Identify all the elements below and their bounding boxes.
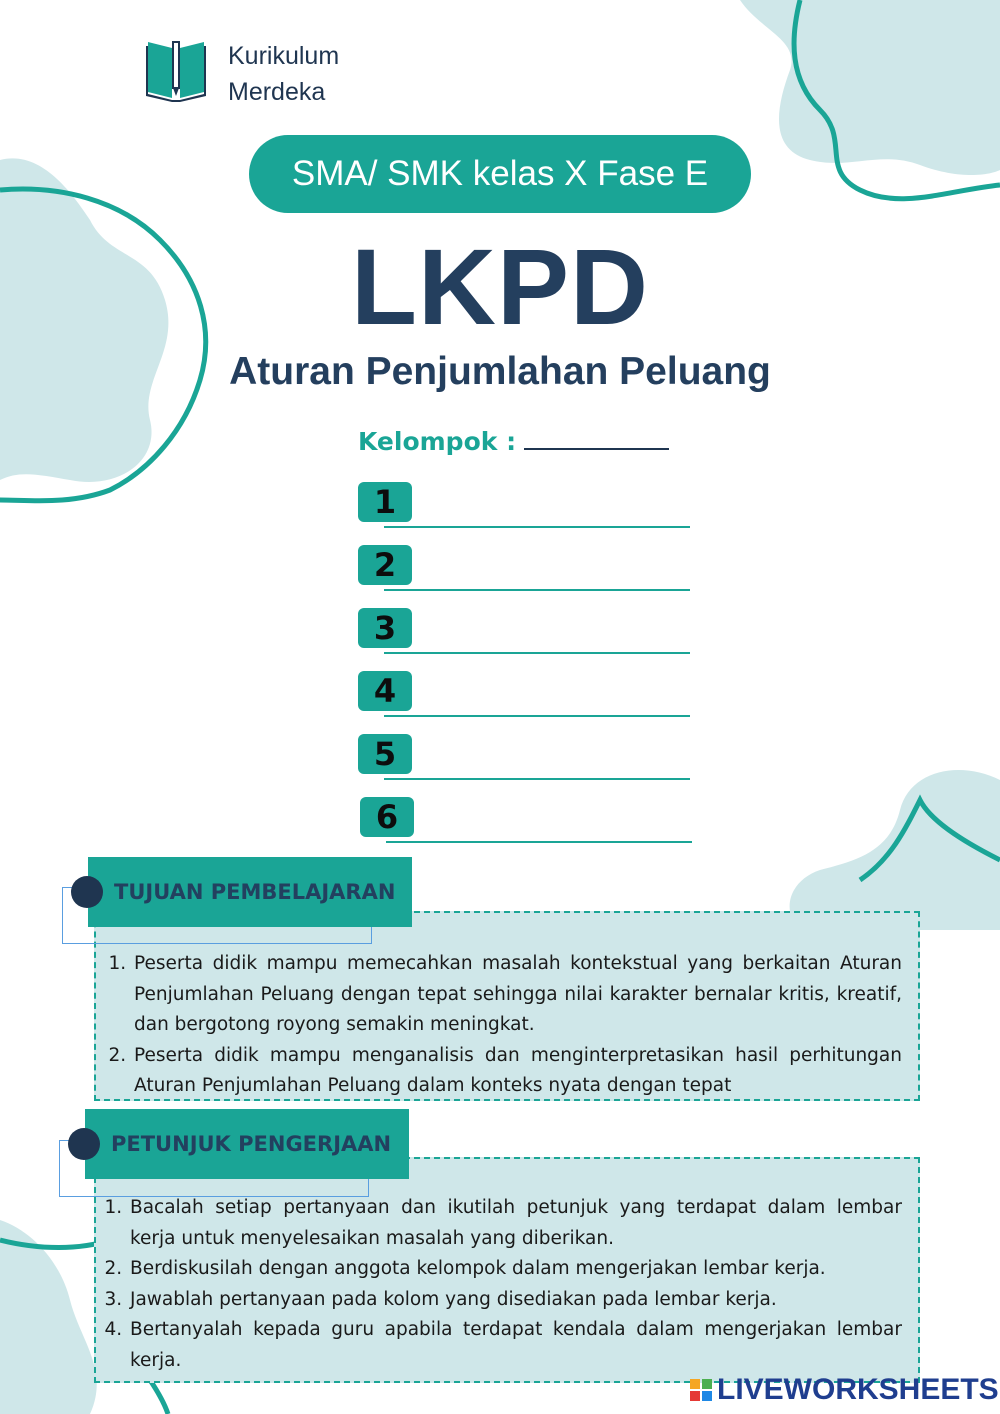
instruction-item: 4. Bertanyalah kepada guru apabila terdapat kendala dalam mengerjakan lembar kerja. (128, 1315, 902, 1376)
member-row (360, 797, 692, 845)
member-number: 2 (358, 545, 412, 585)
page-subtitle: Aturan Penjumlahan Peluang (229, 350, 771, 393)
instruction-item: 3. Jawablah pertanyaan pada kolom yang disediakan pada lembar kerja. (128, 1285, 902, 1316)
book-pencil-icon (146, 38, 206, 102)
instructions-bullet-icon (68, 1128, 100, 1160)
member-name-input[interactable] (384, 652, 690, 654)
member-number: 4 (358, 671, 412, 711)
member-row (358, 482, 690, 530)
liveworksheets-watermark[interactable] (690, 1373, 999, 1407)
member-row (358, 734, 690, 782)
watermark-text: LIVEWORKSHEETS (717, 1373, 999, 1406)
member-row (358, 671, 690, 719)
blob-bottom-right (790, 770, 1000, 930)
member-row (358, 545, 690, 593)
blob-top-right (740, 0, 1000, 175)
objective-item: 1. Peserta didik mampu memecahkan masalah kontekstual yang berkaitan Aturan Penjumlahan Peluang dengan tepat sehingga nilai karakter bernalar kritis, kreatif, dan bergotong royong semakin meningkat. (132, 949, 902, 1041)
logo-text (228, 38, 339, 110)
objectives-heading: TUJUAN PEMBELAJARAN (88, 857, 412, 927)
member-name-input[interactable] (384, 778, 690, 780)
member-number: 3 (358, 608, 412, 648)
member-name-input[interactable] (384, 715, 690, 717)
objectives-bullet-icon (71, 876, 103, 908)
member-name-input[interactable] (386, 841, 692, 843)
instructions-list (96, 1193, 918, 1376)
level-pill: SMA/ SMK kelas X Fase E (249, 135, 751, 213)
curriculum-logo (146, 38, 339, 110)
group-field (358, 424, 669, 456)
member-name-input[interactable] (384, 589, 690, 591)
instructions-heading: PETUNJUK PENGERJAAN (85, 1109, 409, 1179)
member-number: 6 (360, 797, 414, 837)
logo-line-2: Merdeka (228, 78, 326, 106)
instruction-item: 2. Berdiskusilah dengan anggota kelompok dalam mengerjakan lembar kerja. (128, 1254, 902, 1285)
member-row (358, 608, 690, 656)
member-number: 5 (358, 734, 412, 774)
member-number: 1 (358, 482, 412, 522)
logo-line-1: Kurikulum (228, 42, 340, 70)
liveworksheets-cube-icon (690, 1379, 712, 1401)
page-title: LKPD (351, 226, 649, 347)
instruction-item: 1. Bacalah setiap pertanyaan dan ikutilah petunjuk yang terdapat dalam lembar kerja untuk menyelesaikan masalah yang diberikan. (128, 1193, 902, 1254)
member-name-input[interactable] (384, 526, 690, 528)
objective-item: 2. Peserta didik mampu menganalisis dan menginterpretasikan hasil perhitungan Aturan Penjumlahan Peluang dalam konteks nyata dengan tepat (132, 1041, 902, 1102)
objectives-list (96, 949, 918, 1102)
group-name-input[interactable] (524, 424, 669, 450)
group-label: Kelompok : (358, 427, 517, 456)
